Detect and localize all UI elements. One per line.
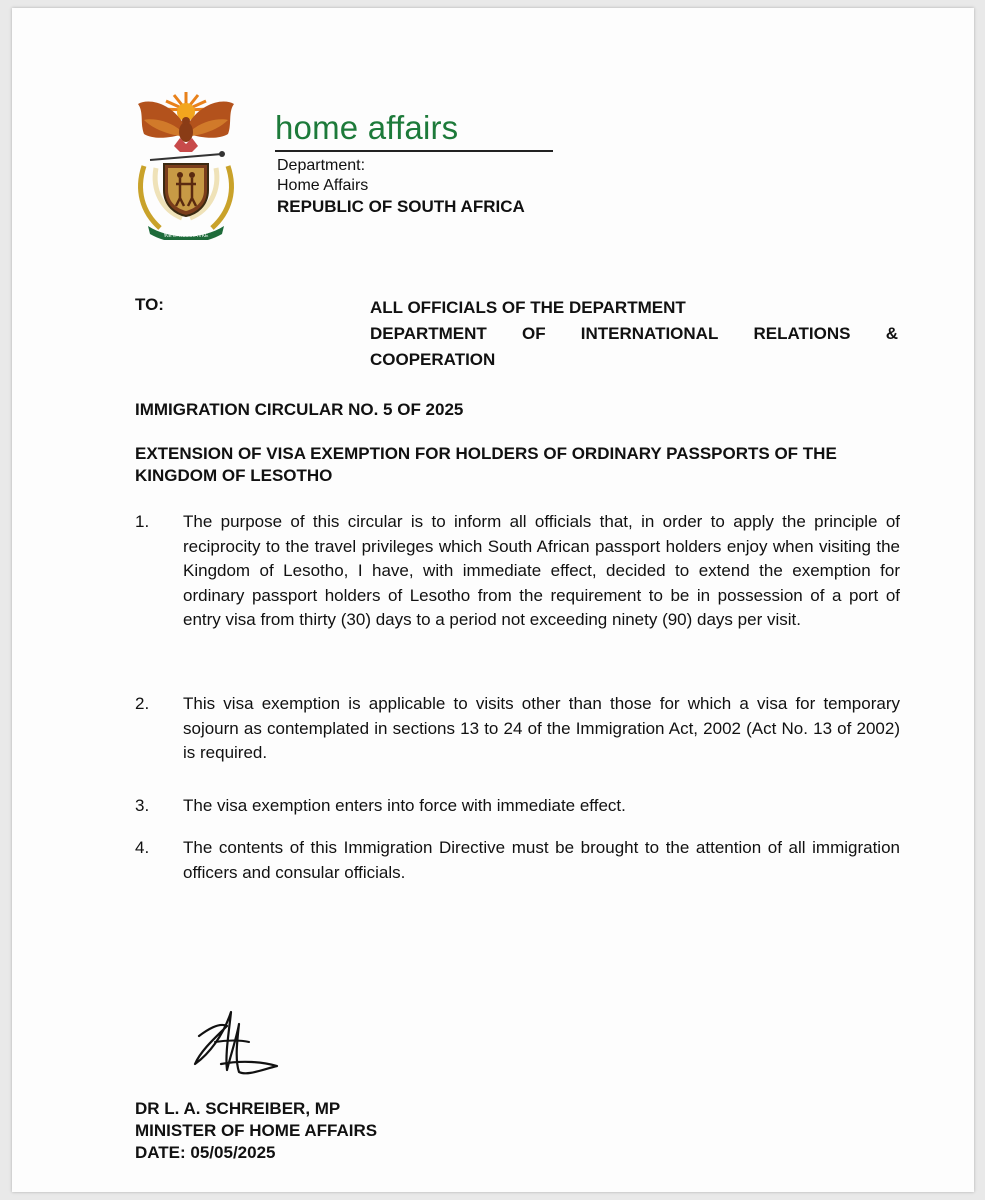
- addressee-word: DEPARTMENT: [370, 324, 487, 343]
- circular-subject: EXTENSION OF VISA EXEMPTION FOR HOLDERS OF ORDINARY PASSPORTS OF THE KINGDOM OF LESOTHO: [135, 444, 837, 485]
- signatory-title: MINISTER OF HOME AFFAIRS: [135, 1121, 378, 1140]
- addressee-word: &: [885, 324, 898, 343]
- paragraph-1: [135, 510, 900, 633]
- department-label: Department:: [277, 157, 366, 174]
- signature-icon: [187, 1006, 282, 1086]
- paragraph-number: 3.: [135, 796, 150, 815]
- addressee-word: OF: [521, 324, 546, 343]
- signatory-date: DATE: 05/05/2025: [135, 1143, 276, 1162]
- paragraph-number: 2.: [135, 694, 150, 713]
- paragraph-text: The purpose of this circular is to inform all officials that, in order to apply the principle of reciprocity to the travel privileges which South African passport holders enjoy when visiting the Kingdom of Lesotho, I have, with immediate effect, decided to extend the exemption for ordinary passport holders of Lesotho from the requirement to be in possession of a port of entry visa from thirty (30) days to a period not exceeding ninety (90) days per visit.: [183, 512, 900, 629]
- addressee-label: TO:: [135, 295, 164, 314]
- paragraph-text: The visa exemption enters into force with immediate effect.: [183, 796, 626, 815]
- paragraph-text: This visa exemption is applicable to visits other than those for which a visa for temporary sojourn as contemplated in sections 13 to 24 of the Immigration Act, 2002 (Act No. 13 of 2002) is required.: [183, 694, 900, 762]
- paragraph-4: [135, 836, 900, 885]
- coat-of-arms-icon: [130, 90, 242, 240]
- crest-motto: !KE E: /XARRA //KE: [163, 233, 209, 239]
- addressee-word: RELATIONS: [753, 324, 851, 343]
- addressee-block: [370, 295, 898, 373]
- letterhead: [275, 108, 555, 217]
- signatory-name: DR L. A. SCHREIBER, MP: [135, 1099, 341, 1118]
- paragraph-number: 1.: [135, 512, 150, 531]
- paragraph-text: The contents of this Immigration Directive must be brought to the attention of all immigration officers and consular officials.: [183, 838, 900, 882]
- paragraph-2: [135, 692, 900, 766]
- signatory-block: [135, 1098, 377, 1164]
- brand-name: home affairs: [275, 108, 553, 152]
- circular-number: IMMIGRATION CIRCULAR NO. 5 OF 2025: [135, 400, 464, 419]
- document-page: [12, 8, 974, 1192]
- country-name: REPUBLIC OF SOUTH AFRICA: [277, 197, 525, 216]
- addressee-word: INTERNATIONAL: [580, 324, 719, 343]
- paragraph-3: [135, 794, 900, 819]
- paragraph-number: 4.: [135, 838, 150, 857]
- addressee-line-2: [370, 321, 898, 347]
- addressee-line-3: COOPERATION: [370, 350, 496, 369]
- department-name: Home Affairs: [277, 177, 369, 194]
- addressee-line-1: ALL OFFICIALS OF THE DEPARTMENT: [370, 298, 686, 317]
